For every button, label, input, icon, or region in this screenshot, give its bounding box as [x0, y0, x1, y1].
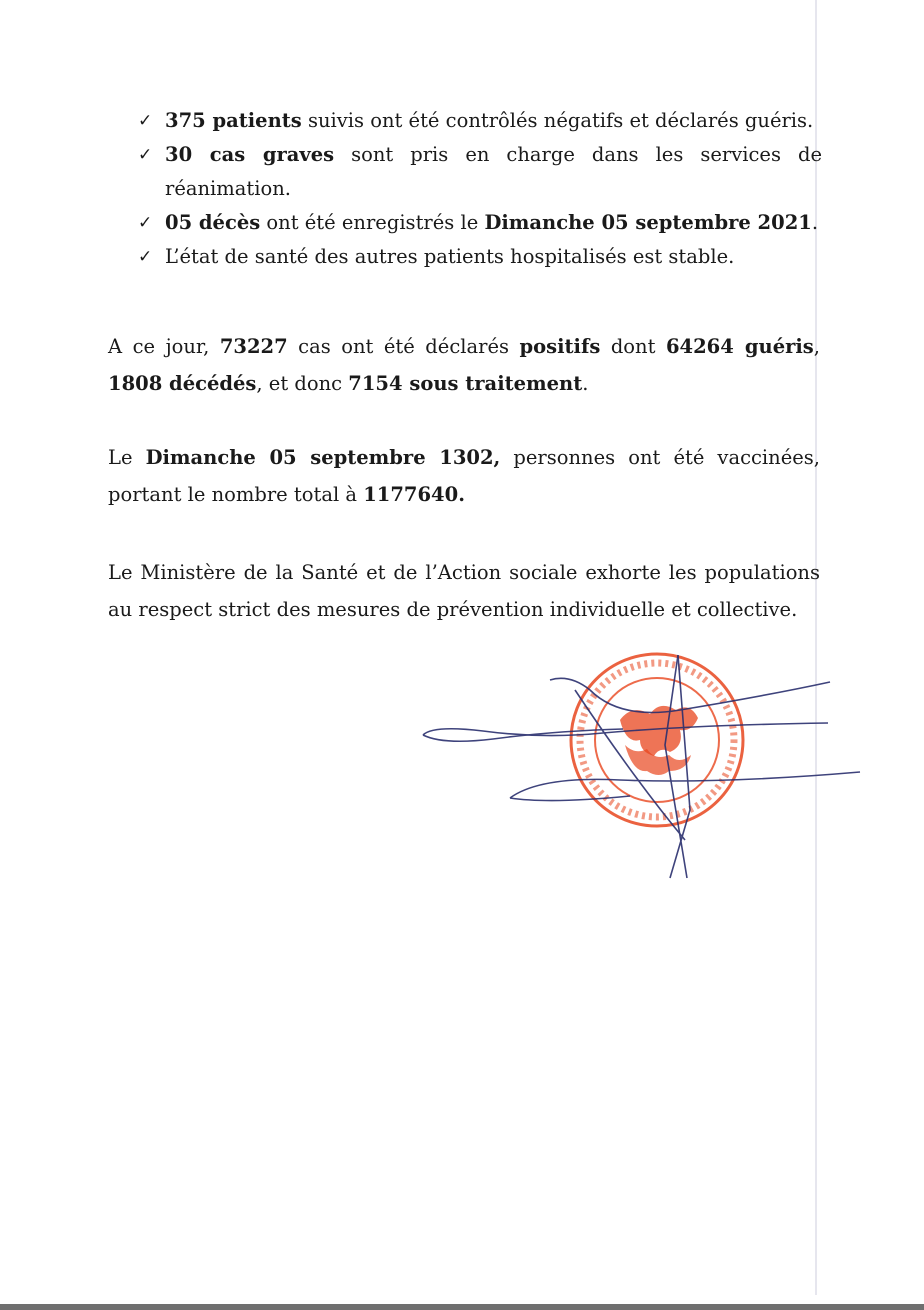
total-cases: 73227	[219, 335, 288, 358]
recovered-text: suivis ont été contrôlés négatifs et déclarés guéris.	[301, 109, 814, 132]
list-item-severe	[138, 138, 822, 206]
check-icon: ✓	[138, 213, 153, 233]
summary-text: A ce jour,	[108, 335, 220, 358]
deaths-count: 05 décès	[165, 211, 261, 234]
summary-text: .	[582, 372, 589, 395]
vaccination-paragraph	[108, 439, 820, 513]
stable-text: L’état de santé des autres patients hospitalisés est stable.	[165, 245, 735, 268]
list-item-recovered	[138, 104, 822, 138]
closing-paragraph: Le Ministère de la Santé et de l’Action sociale exhorte les populations au respect strict des mesures de prévention individuelle et collective.	[108, 561, 820, 621]
list-item-stable	[138, 240, 822, 274]
status-list	[138, 104, 822, 274]
recovered-count: 375 patients	[165, 109, 302, 132]
check-icon: ✓	[138, 145, 153, 165]
summary-text: ,	[813, 335, 820, 358]
summary-text: cas ont été déclarés	[287, 335, 520, 358]
vaccination-text: personnes ont été vaccinées, portant le nombre total à	[108, 446, 820, 506]
deaths-text-end: .	[811, 211, 819, 234]
treatment-total: 7154 sous traitement	[348, 372, 583, 395]
summary-text: , et donc	[256, 372, 349, 395]
deaths-date: Dimanche 05 septembre 2021	[484, 211, 812, 234]
positive-label: positifs	[519, 335, 601, 358]
severe-text: sont pris en charge dans les services de réanimation.	[165, 143, 822, 200]
summary-paragraph	[108, 328, 820, 402]
check-icon: ✓	[138, 111, 153, 131]
stamp-and-signature	[415, 650, 865, 885]
official-stamp	[571, 654, 743, 826]
vaccination-text: Le	[108, 446, 146, 469]
check-icon: ✓	[138, 247, 153, 267]
deaths-text: ont été enregistrés le	[260, 211, 485, 234]
vaccination-date: Dimanche 05 septembre 1302,	[145, 446, 501, 469]
vaccination-total: 1177640.	[363, 483, 465, 506]
severe-count: 30 cas graves	[165, 143, 335, 166]
summary-text: dont	[600, 335, 666, 358]
list-item-deaths	[138, 206, 822, 240]
deaths-total: 1808 décédés	[108, 372, 257, 395]
recovered-total: 64264 guéris	[665, 335, 814, 358]
